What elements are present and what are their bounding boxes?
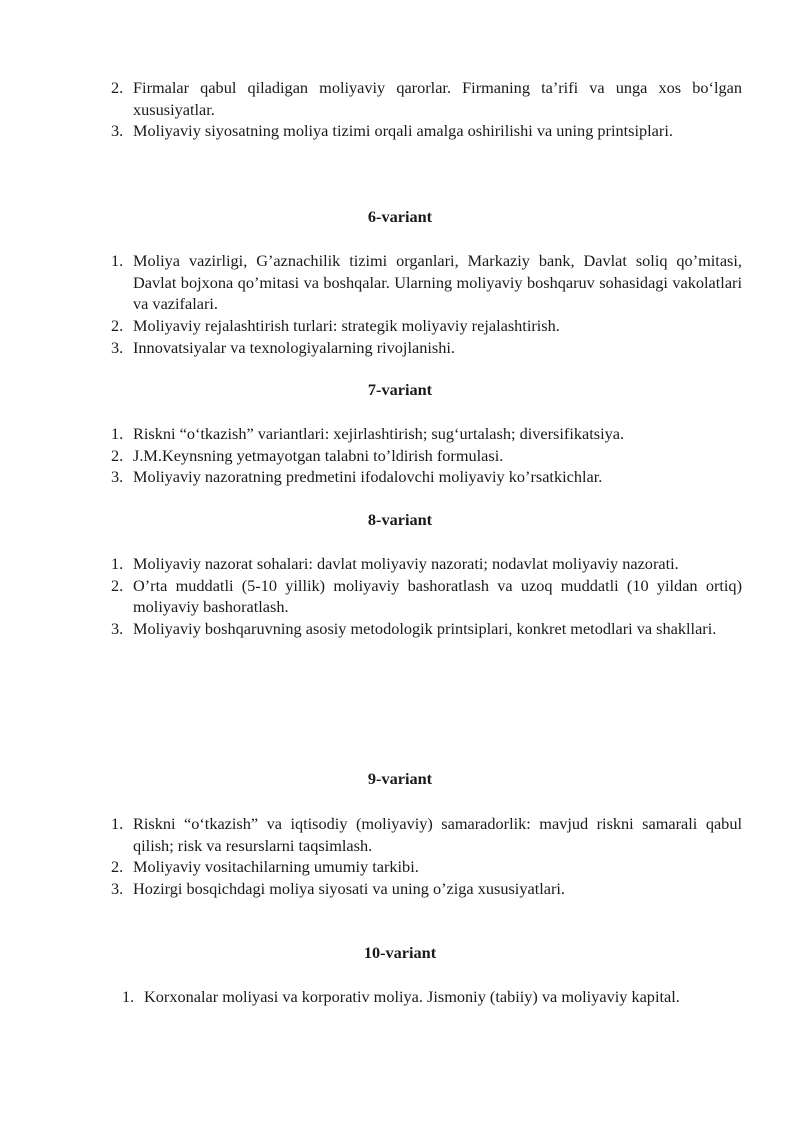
variant-6-heading: 6-variant (367, 207, 433, 226)
item-number: 1. (122, 987, 135, 1006)
list-item (111, 423, 742, 445)
item-text: Moliyaviy boshqaruvning asosiy metodologik printsiplari, konkret metodlari va shakllari. (133, 619, 717, 639)
continuation-list (111, 77, 742, 142)
variant-6-list (111, 250, 742, 359)
item-text: Riskni “o‘tkazish” va iqtisodiy (moliyaviy) samaradorlik: mavjud riskni samarali qabul qilish; risk va resurslarni taqsimlash. (133, 814, 742, 855)
list-item (111, 120, 742, 142)
item-number: 1. (111, 554, 124, 573)
variant-8-list (111, 553, 742, 640)
list-item (111, 813, 742, 856)
item-number: 1. (111, 251, 124, 270)
item-number: 1. (111, 814, 124, 833)
item-text: Moliyaviy nazoratning predmetini ifodalovchi moliyaviy ko’rsatkichlar. (133, 467, 603, 487)
variant-9-heading: 9-variant (367, 769, 433, 788)
list-item (111, 856, 742, 878)
item-number: 2. (111, 575, 124, 595)
list-item (111, 878, 742, 900)
variant-10-list (122, 986, 742, 1008)
item-text: Firmalar qabul qiladigan moliyaviy qarorlar. Firmaning ta’rifi va unga xos bo‘lgan xususiyatlar. (133, 78, 742, 119)
item-number: 2. (111, 316, 124, 336)
item-text: Moliyaviy nazorat sohalari: davlat moliyaviy nazorati; nodavlat moliyaviy nazorati. (133, 554, 679, 573)
list-item (122, 986, 742, 1008)
item-text: J.M.Keynsning yetmayotgan talabni to’ldirish formulasi. (133, 445, 504, 465)
item-number: 1. (111, 424, 124, 443)
item-number: 2. (111, 857, 124, 877)
variant-10-heading: 10-variant (363, 943, 437, 962)
list-item (111, 77, 742, 120)
item-text: Moliyaviy siyosatning moliya tizimi orqali amalga oshirilishi va uning printsiplari. (133, 121, 673, 141)
item-text: Moliyaviy vositachilarning umumiy tarkibi. (133, 857, 419, 877)
item-text: Innovatsiyalar va texnologiyalarning rivojlanishi. (133, 337, 455, 357)
list-item (111, 575, 742, 618)
list-item (111, 466, 742, 488)
item-text: Korxonalar moliyasi va korporativ moliya. Jismoniy (tabiiy) va moliyaviy kapital. (144, 987, 680, 1006)
variant-8-heading: 8-variant (367, 510, 433, 529)
item-number: 2. (111, 445, 124, 465)
list-item (111, 618, 742, 640)
item-number: 3. (111, 121, 124, 141)
item-text: Hozirgi bosqichdagi moliya siyosati va uning o’ziga xususiyatlari. (133, 879, 565, 899)
variant-7-heading: 7-variant (367, 380, 433, 399)
item-number: 3. (111, 619, 124, 639)
item-text: O’rta muddatli (5-10 yillik) moliyaviy bashoratlash va uzoq muddatli (10 yildan ortiq) moliyaviy bashoratlash. (133, 575, 742, 617)
list-item (111, 445, 742, 467)
list-item (111, 315, 742, 337)
list-item (111, 553, 742, 575)
item-text: Moliyaviy rejalashtirish turlari: strategik moliyaviy rejalashtirish. (133, 316, 560, 336)
item-text: Riskni “o‘tkazish” variantlari: xejirlashtirish; sug‘urtalash; diversifikatsiya. (133, 424, 625, 443)
list-item (111, 250, 742, 315)
item-number: 2. (111, 78, 124, 97)
item-number: 3. (111, 337, 124, 357)
item-number: 3. (111, 467, 124, 487)
variant-7-list (111, 423, 742, 488)
list-item (111, 337, 742, 359)
item-text: Moliya vazirligi, G’aznachilik tizimi organlari, Markaziy bank, Davlat soliq qo’mitasi, Davlat bojxona qo’mitasi va boshqalar. Ularning moliyaviy boshqaruv sohasidagi vakolatlari va vazifalari. (133, 251, 742, 314)
item-number: 3. (111, 879, 124, 899)
variant-9-list (111, 813, 742, 900)
